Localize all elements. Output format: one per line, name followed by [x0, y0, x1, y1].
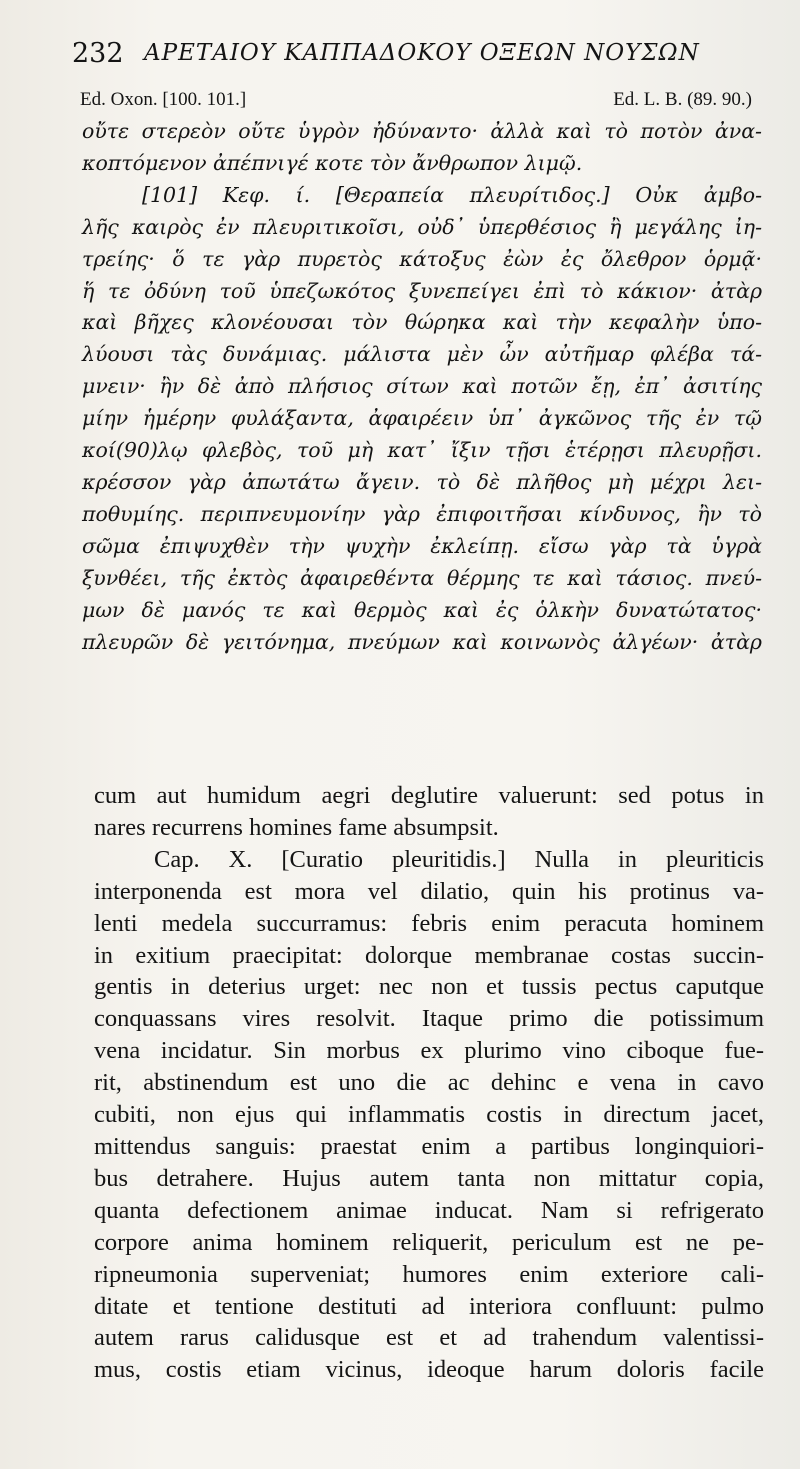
- greek-line: [101] Κεφ. ί. [Θεραπεία πλευρίτιδος.] Οὐκ ἀμβο-: [142, 182, 762, 207]
- greek-line: ἥ τε ὀδύνη τοῦ ὑπεζωκότος ξυνεπείγει ἐπὶ τὸ κάκιον· ἀτὰρ: [82, 278, 762, 303]
- greek-line: σῶμα ἐπιψυχθὲν τὴν ψυχὴν ἐκλείπῃ. εἴσω γὰρ τὰ ὑγρὰ: [82, 533, 762, 558]
- latin-line: ditate et tentione destituti ad interiora confluunt: pulmo: [94, 1292, 764, 1320]
- greek-text-block: [82, 116, 762, 658]
- latin-line: cubiti, non ejus qui inflammatis costis in directum jacet,: [94, 1101, 764, 1129]
- edition-lb: Ed. L. B. (89. 90.): [613, 89, 752, 110]
- greek-line: ποθυμίης. περιπνευμονίην γὰρ ἐπιφοιτῆσαι κίνδυνος, ἢν τὸ: [82, 501, 762, 526]
- latin-line: cum aut humidum aegri deglutire valuerunt: sed potus in: [94, 782, 764, 809]
- greek-line: μίην ἡμέρην φυλάξαντα, ἀφαιρέειν ὑπ᾿ ἀγκῶνος τῆς ἐν τῷ: [82, 406, 762, 431]
- edition-reference: [80, 89, 752, 115]
- latin-line: quanta defectionem animae inducat. Nam si refrigerato: [94, 1196, 764, 1224]
- running-title: ΑΡΕΤΑΙΟΥ ΚΑΠΠΑΔΟΚΟΥ ΟΞΕΩΝ ΝΟΥΣΩΝ: [144, 40, 700, 66]
- latin-line: mittendus sanguis: praestat enim a partibus longinquiori-: [94, 1132, 764, 1160]
- greek-line: καὶ βῆχες κλονέουσαι τὸν θώρηκα καὶ τὴν κεφαλὴν ὑπο-: [82, 310, 762, 335]
- greek-line: μνειν· ἢν δὲ ἀπὸ πλήσιος σίτων καὶ ποτῶν ἔῃ, ἐπ᾿ ἀσιτίης: [82, 374, 762, 399]
- latin-line: gentis in deterius urget: nec non et tussis pectus caputque: [94, 973, 764, 1001]
- greek-line: λύουσι τὰς δυνάμιας. μάλιστα μὲν ὦν αὐτῆμαρ φλέβα τά-: [82, 342, 762, 367]
- page-header: [72, 38, 740, 78]
- latin-line: ripneumonia superveniat; humores enim exteriore cali-: [94, 1260, 764, 1288]
- latin-line: autem rarus calidusque est et ad trahendum valentissi-: [94, 1324, 764, 1352]
- latin-line: mus, costis etiam vicinus, ideoque harum doloris facile: [94, 1356, 764, 1384]
- greek-line: κοί(90)λῳ φλεβὸς, τοῦ μὴ κατ᾿ ἴξιν τῇσι ἑτέρῃσι πλευρῇσι.: [82, 438, 762, 463]
- latin-line: interponenda est mora vel dilatio, quin his protinus va-: [94, 877, 764, 905]
- latin-line: corpore anima hominem reliquerit, periculum est ne pe-: [94, 1228, 764, 1256]
- latin-line: rit, abstinendum est uno die ac dehinc e vena in cavo: [94, 1069, 764, 1097]
- page-number: 232: [72, 38, 124, 69]
- latin-line: in exitium praecipitat: dolorque membranae costas succin-: [94, 941, 764, 969]
- greek-line: ξυνθέει, τῆς ἐκτὸς ἀφαιρεθέντα θέρμης τε καὶ τάσιος. πνεύ-: [82, 565, 762, 590]
- greek-line: λῆς καιρὸς ἐν πλευριτικοῖσι, οὐδ᾿ ὑπερθέσιος ἢ μεγάλης ἰη-: [82, 214, 762, 239]
- latin-line: vena incidatur. Sin morbus ex plurimo vino ciboque fue-: [94, 1037, 764, 1065]
- latin-line: nares recurrens homines fame absumpsit.: [94, 813, 499, 841]
- latin-line: conquassans vires resolvit. Itaque primo die potissimum: [94, 1005, 764, 1033]
- greek-line: μων δὲ μανός τε καὶ θερμὸς καὶ ἐς ὁλκὴν δυνατώτατος·: [82, 597, 762, 622]
- edition-oxon: Ed. Oxon. [100. 101.]: [80, 89, 247, 110]
- latin-line: bus detrahere. Hujus autem tanta non mittatur copia,: [94, 1164, 764, 1192]
- greek-line: οὔτε στερεὸν οὔτε ὑγρὸν ἠδύναντο· ἀλλὰ καὶ τὸ ποτὸν ἀνα-: [82, 119, 762, 143]
- latin-line: Cap. X. [Curatio pleuritidis.] Nulla in pleuriticis: [154, 845, 764, 873]
- latin-text-block: [94, 780, 764, 1386]
- greek-line: κρέσσον γὰρ ἀπωτάτω ἄγειν. τὸ δὲ πλῆθος μὴ μέχρι λει-: [82, 469, 762, 494]
- greek-line: πλευρῶν δὲ γειτόνημα, πνεύμων καὶ κοινωνὸς ἀλγέων· ἀτὰρ: [82, 629, 762, 654]
- greek-line: κοπτόμενον ἀπέπνιγέ κοτε τὸν ἄνθρωπον λιμῷ.: [82, 150, 583, 175]
- latin-line: lenti medela succurramus: febris enim peracuta hominem: [94, 909, 764, 937]
- greek-line: τρείης· ὅ τε γὰρ πυρετὸς κάτοξυς ἐὼν ἐς ὄλεθρον ὁρμᾷ·: [82, 246, 762, 271]
